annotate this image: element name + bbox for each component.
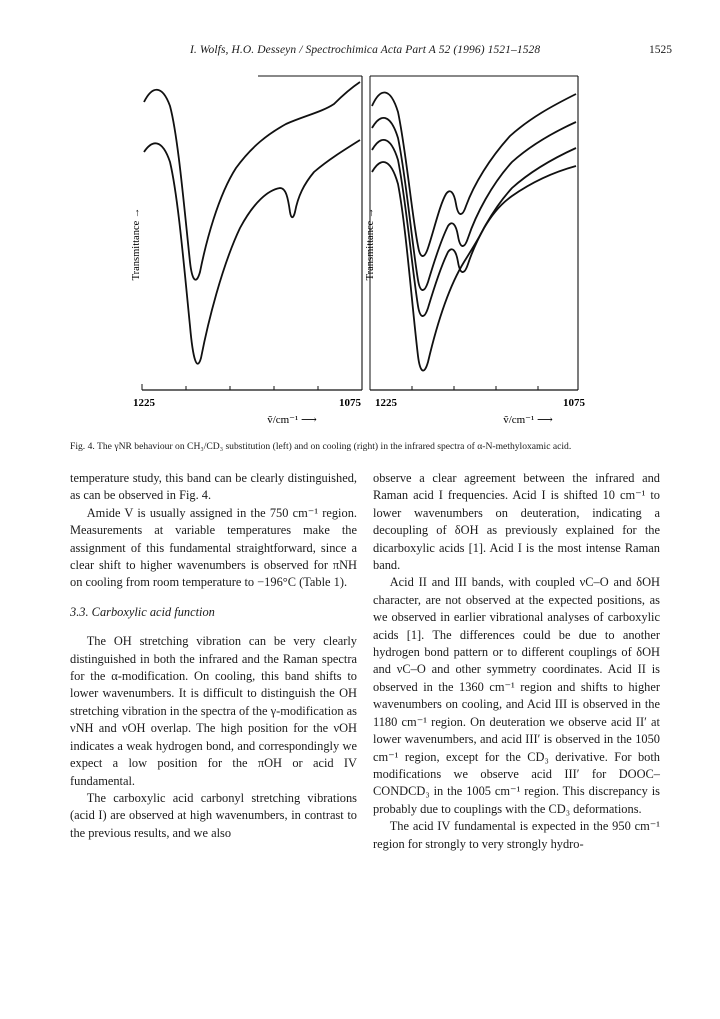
left-panel-x-tick-label: 1225	[133, 397, 155, 409]
left-panel-ylabel: Transmittance →	[131, 207, 142, 281]
left-panel-xlabel: ṽ/cm⁻¹ ⟶	[267, 414, 317, 426]
right-column	[373, 470, 660, 853]
body-paragraph: The OH stretching vibration can be very clearly distinguished in both the infrared and the Raman spectra for the α-modification. On cooling, this band shifts to lower wavenumbers. It is difficult to distinguish the OH stretching vibration in the spectra of the γ-modification as νNH and νOH overlap. The high position for the νOH indicates a weak hydrogen bond, and correspondingly we expect a low position for the πOH or acid IV fundamental.	[70, 634, 357, 788]
right-panel	[365, 76, 586, 426]
body-paragraph: Acid II and III bands, with coupled νC–O and δOH character, are not observed at the expected positions, as we observed in earlier vibrational analyses of carboxylic acids [1]. The differences could be due to another hydrogen bond pattern or to different couplings of δOH and νC–O and other symmetry coordinates. Acid II is observed in the 1360 cm⁻¹ region and shifts to higher wavenumbers on cooling, and Acid III is observed in the 1180 cm⁻¹ region. On deuteration we observe acid II′ at lower wavenumbers, and acid III′ is observed in the 1050 cm⁻¹ region, except for the CD₃ derivative. For both modifications we observe acid III′ for DOOC–CONDCD₃ in the 1005 cm⁻¹ region. This discrepancy is probably due to couplings with the CD₃ deformations.	[373, 575, 660, 816]
body-paragraph: temperature study, this band can be clearly distinguished, as can be observed in Fig. 4.	[70, 471, 357, 503]
left-column	[70, 470, 357, 842]
body-paragraph: observe a clear agreement between the infrared and Raman acid I frequencies. Acid I is shifted 10 cm⁻¹ to lower wavenumbers on deuteration, indicating a decoupling of δOH as previously explained for the dicarboxylic acids [1]. Acid I is the most intense Raman band.	[373, 471, 660, 573]
left-panel-x-tick-label: 1075	[339, 397, 361, 409]
section-heading: 3.3. Carboxylic acid function	[70, 604, 215, 619]
body-paragraph: The carboxylic acid carbonyl stretching vibrations (acid I) are observed at high wavenumbers, in contrast to the previous results, and we also	[70, 790, 357, 840]
left-panel	[131, 76, 362, 426]
figure-caption: Fig. 4. The γNR behaviour on CH₃/CD₃ substitution (left) and on cooling (right) in the infrared spectra of α-N-methyloxamic acid.	[70, 441, 572, 452]
right-panel-x-tick-label: 1225	[375, 397, 397, 409]
body-paragraph: Amide V is usually assigned in the 750 cm⁻¹ region. Measurements at variable temperatures make the assignment of this fundamental straightforward, since a clear shift to higher wavenumbers is observed for πNH on cooling from room temperature to −196°C (Table 1).	[70, 505, 357, 590]
right-spectrum-1	[372, 92, 576, 256]
right-panel-x-tick-label: 1075	[563, 397, 585, 409]
left-spectrum-upper	[144, 82, 360, 280]
running-head: I. Wolfs, H.O. Desseyn / Spectrochimica Acta Part A 52 (1996) 1521–1528	[190, 44, 541, 56]
body-paragraph: The acid IV fundamental is expected in the 950 cm⁻¹ region for strongly to very strongly hydro-	[373, 819, 660, 851]
right-panel-ylabel: Transmittance →	[365, 207, 376, 281]
page-number: 1525	[649, 44, 672, 56]
figure-4	[118, 66, 598, 426]
spectra-figure	[118, 66, 598, 426]
left-spectrum-lower	[144, 140, 360, 364]
right-panel-xlabel: ṽ/cm⁻¹ ⟶	[503, 414, 553, 426]
page-header	[0, 44, 720, 64]
